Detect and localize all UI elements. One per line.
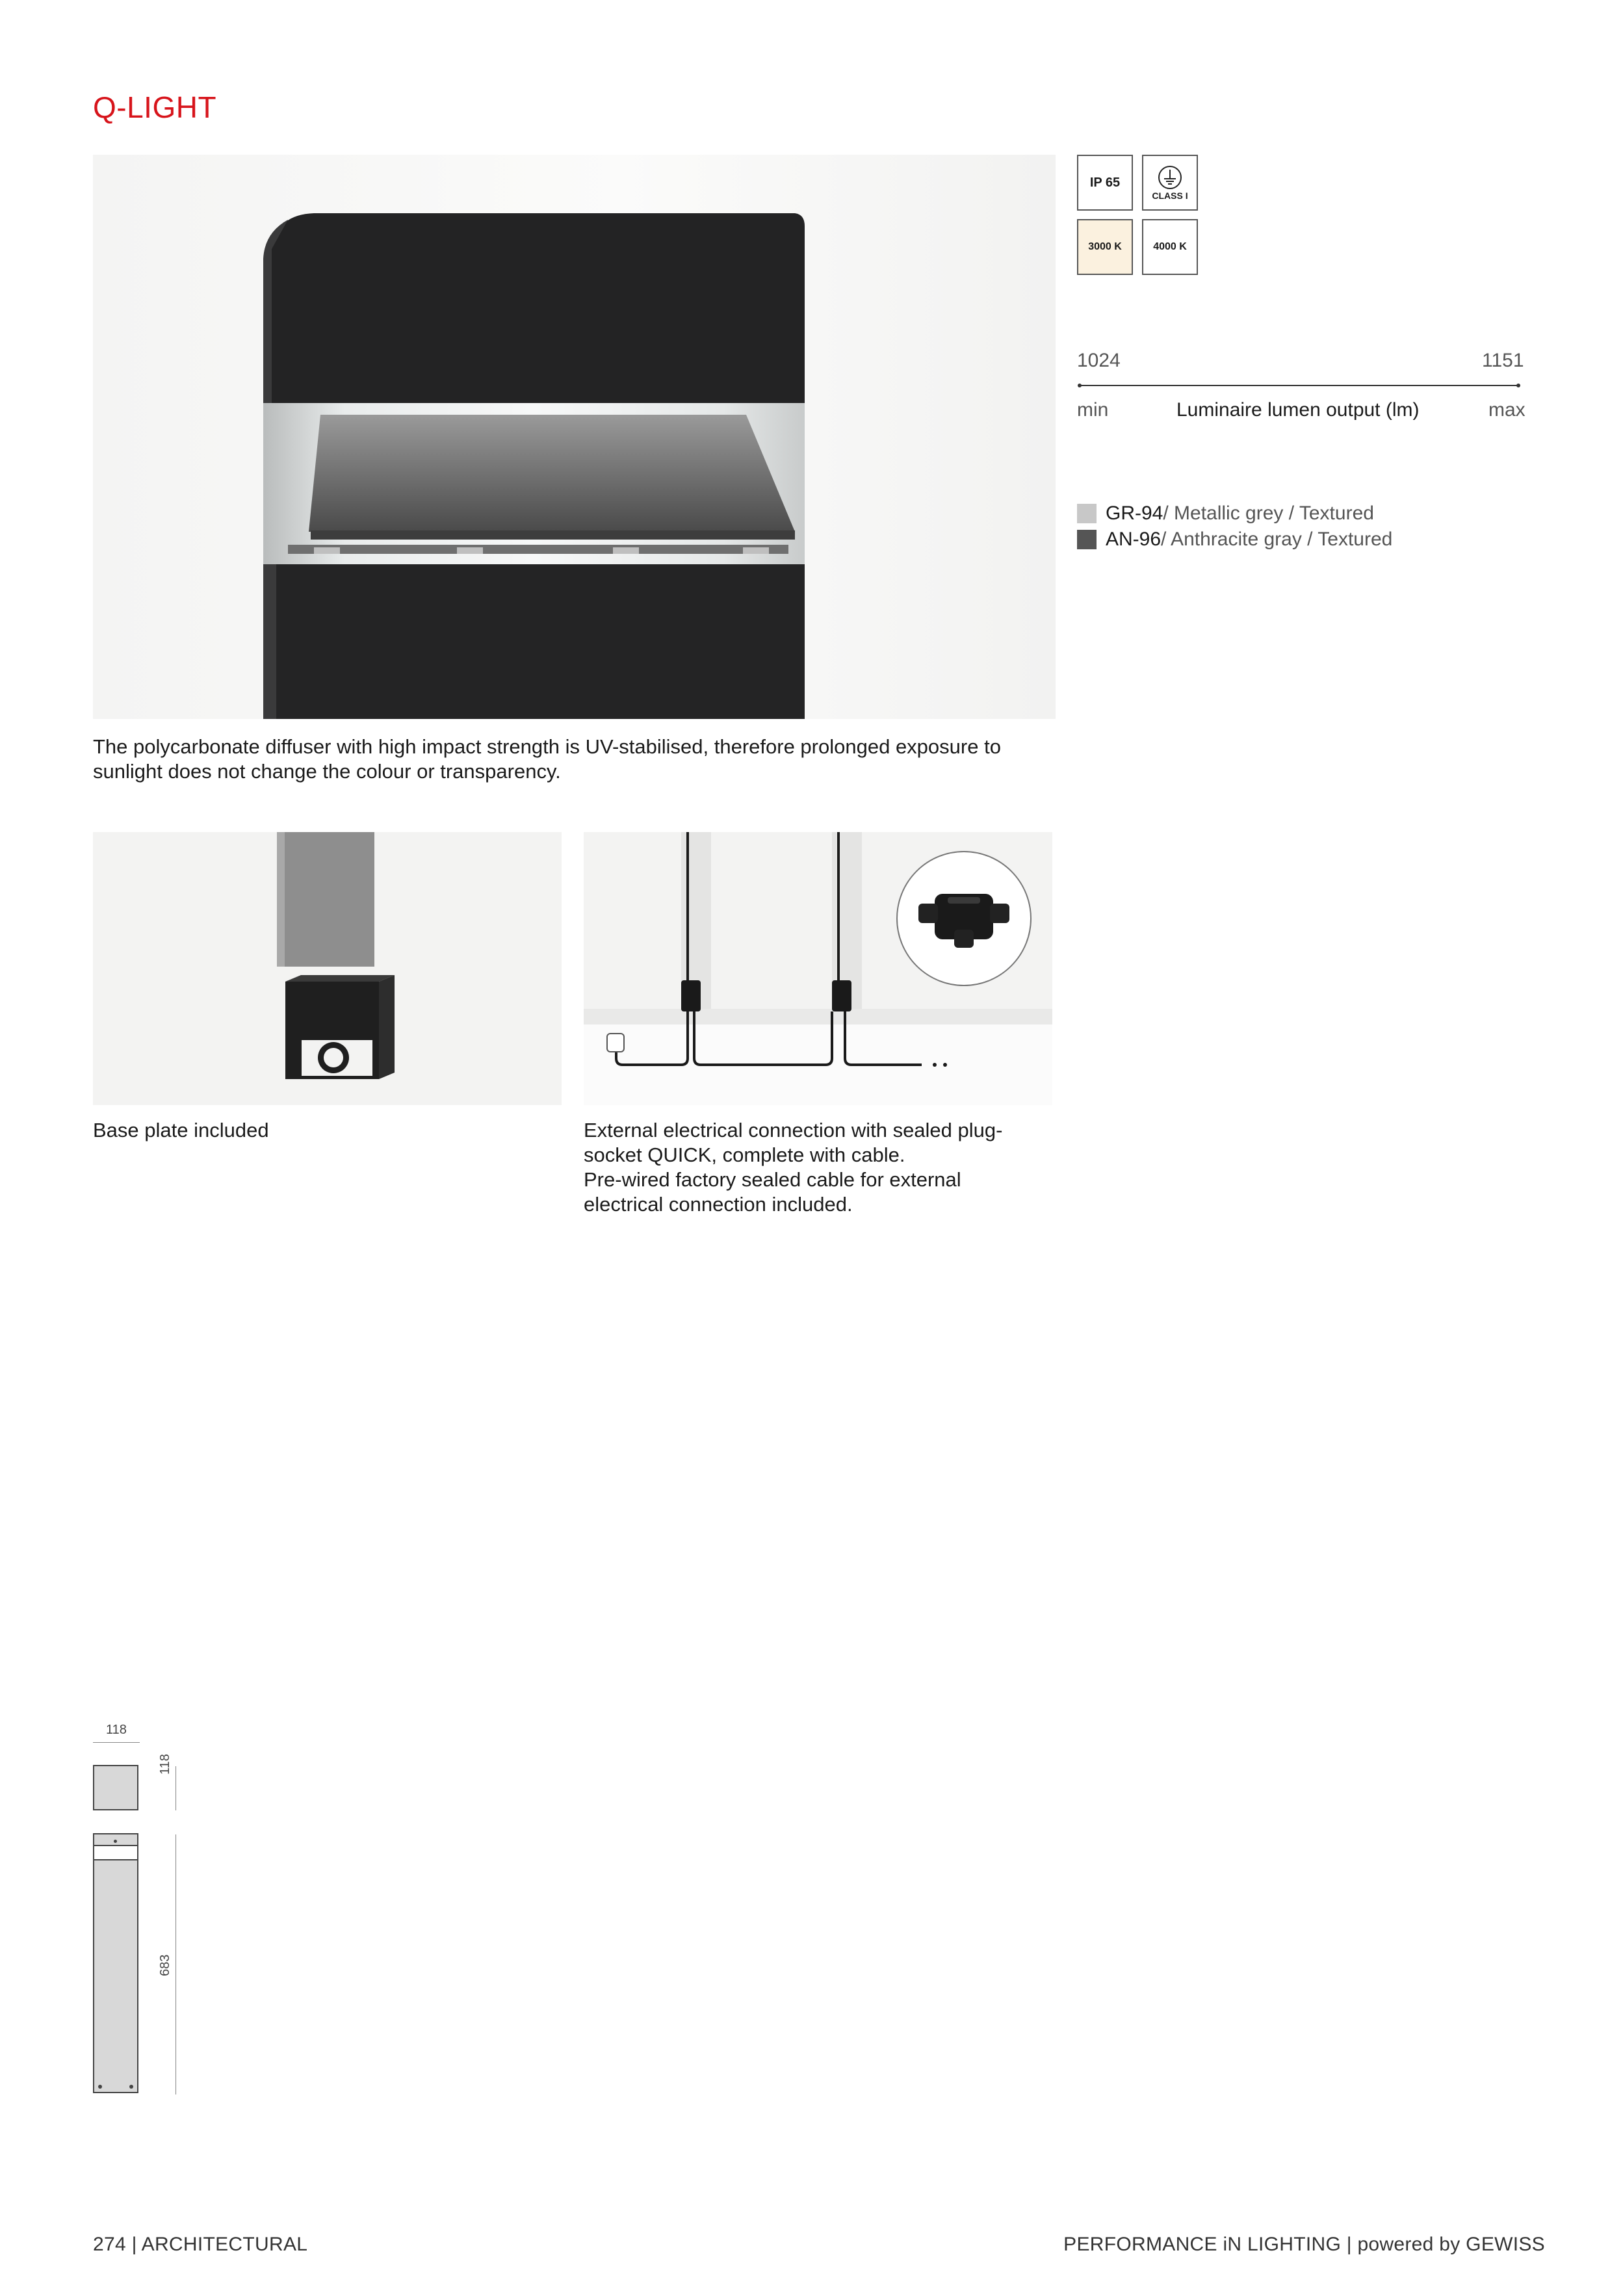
drawing-depth-line bbox=[175, 1766, 176, 1810]
lumen-max-label: max bbox=[1488, 399, 1526, 421]
product-hero-image bbox=[93, 155, 1056, 719]
class-label: CLASS I bbox=[1152, 190, 1188, 201]
base-plate-caption: Base plate included bbox=[93, 1119, 269, 1141]
lumen-range-line bbox=[1077, 381, 1521, 390]
lumen-title: Luminaire lumen output (lm) bbox=[1176, 399, 1420, 421]
drawing-width-line bbox=[93, 1742, 140, 1743]
base-plate-illustration bbox=[93, 832, 562, 1105]
electrical-connection-image bbox=[584, 832, 1052, 1105]
bollard-head-illustration bbox=[93, 155, 1056, 719]
drawing-depth-label: 118 bbox=[158, 1754, 172, 1775]
finish-item bbox=[1077, 527, 1392, 553]
drawing-width-label: 118 bbox=[106, 1723, 127, 1737]
cct-4000k-badge bbox=[1142, 219, 1198, 275]
finish-desc: / Anthracite gray / Textured bbox=[1161, 528, 1393, 550]
drawing-side-view bbox=[93, 1833, 138, 2093]
finish-swatch-an96 bbox=[1077, 530, 1097, 549]
lumen-max-value: 1151 bbox=[1482, 350, 1524, 371]
class-badge bbox=[1142, 155, 1198, 211]
finish-code: AN-96 bbox=[1106, 528, 1162, 550]
wiring-illustration bbox=[584, 832, 1052, 1105]
finish-item bbox=[1077, 501, 1392, 527]
finish-code: GR-94 bbox=[1106, 502, 1163, 524]
finish-swatch-gr94 bbox=[1077, 504, 1097, 523]
ip-rating-label: IP 65 bbox=[1089, 175, 1121, 190]
page-title: Q-LIGHT bbox=[93, 90, 217, 124]
drawing-height-line bbox=[175, 1834, 176, 2094]
footer-brand-tagline: PERFORMANCE iN LIGHTING | powered by GEWISS bbox=[1063, 2234, 1545, 2255]
finish-list bbox=[1077, 501, 1392, 553]
finish-desc: / Metallic grey / Textured bbox=[1163, 502, 1374, 524]
lumen-min-label: min bbox=[1077, 399, 1109, 421]
drawing-top-view bbox=[93, 1765, 138, 1810]
lumen-min-value: 1024 bbox=[1077, 350, 1121, 371]
hero-caption: The polycarbonate diffuser with high impact strength is UV-stabilised, therefore prolonged exposure to sunlight does not change the colour or transparency. bbox=[93, 735, 1001, 783]
drawing-height-label: 683 bbox=[158, 1954, 172, 1976]
cct-3000k-badge bbox=[1077, 219, 1133, 275]
cct-3000k-label: 3000 K bbox=[1088, 241, 1122, 252]
ip-rating-badge bbox=[1077, 155, 1133, 211]
footer-page-section: 274 | ARCHITECTURAL bbox=[93, 2234, 308, 2255]
earth-ground-icon bbox=[1157, 164, 1183, 190]
base-plate-image bbox=[93, 832, 562, 1105]
cct-4000k-label: 4000 K bbox=[1153, 241, 1187, 252]
electrical-connection-caption: External electrical connection with sealed plug-socket QUICK, complete with cable. Pre-wired factory sealed cable for external electrical connection included. bbox=[584, 1119, 1003, 1216]
